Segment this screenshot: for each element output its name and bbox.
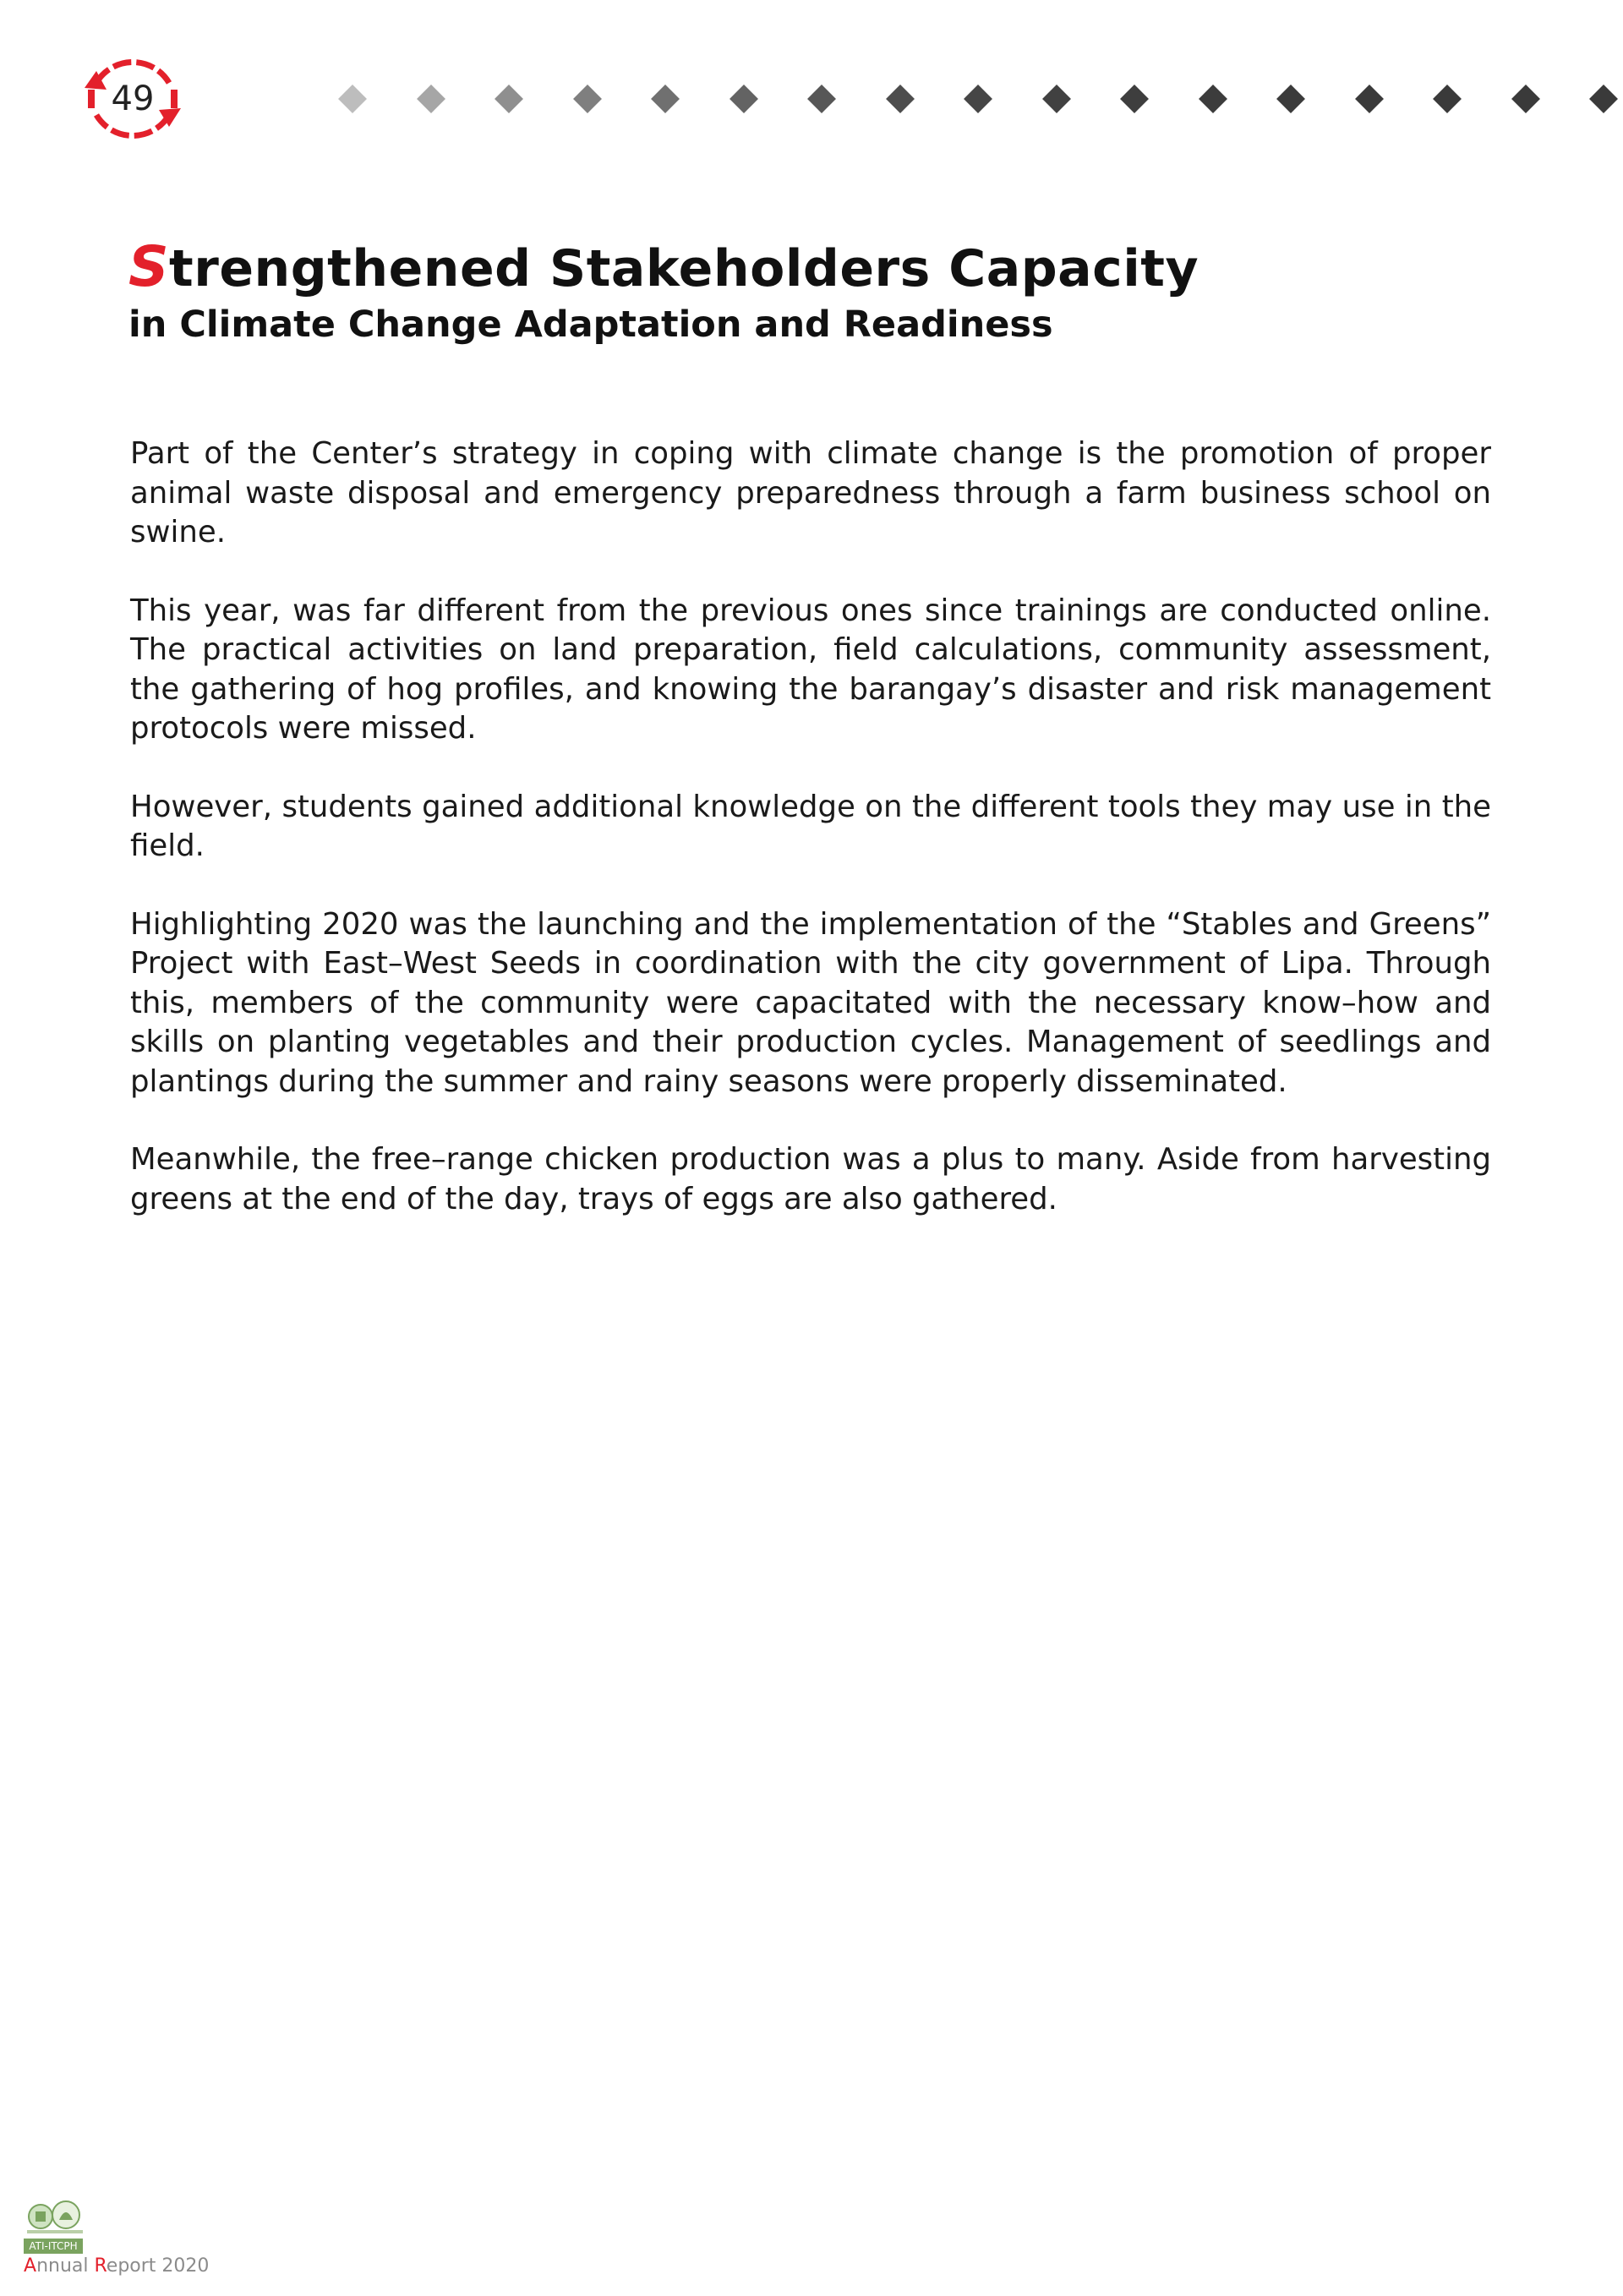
- diamond-icon: [1120, 85, 1149, 113]
- footer-label-r: R: [94, 2255, 107, 2277]
- paragraph: Meanwhile, the free–range chicken production was a plus to many. Aside from harvesting greens at the end of the day, trays of eggs are also gathered.: [130, 1142, 1491, 1216]
- section-title: [128, 235, 1481, 348]
- diamond-icon: [1199, 85, 1227, 113]
- diamond-icon: [1276, 85, 1305, 113]
- title-subtitle: in Climate Change Adaptation and Readiness: [128, 303, 1053, 346]
- body-text: [130, 435, 1491, 1258]
- page-number-badge: [78, 49, 188, 149]
- footer-label: [24, 2255, 209, 2277]
- footer-label-nnual: nnual: [36, 2255, 95, 2277]
- diamond-icon: [1433, 85, 1462, 113]
- diamond-icon: [651, 85, 680, 113]
- paragraph: Part of the Center’s strategy in coping with climate change is the promotion of proper animal waste disposal and emergency preparedness through a farm business school on swine.: [130, 436, 1491, 549]
- paragraph: However, students gained additional knowledge on the different tools they may use in the field.: [130, 789, 1491, 863]
- diamond-icon: [807, 85, 836, 113]
- diamond-icon: [886, 85, 915, 113]
- diamond-icon: [1589, 85, 1618, 113]
- organization-logo-label: ATI-ITCPH: [24, 2239, 83, 2254]
- footer-label-rest: eport 2020: [106, 2255, 210, 2277]
- diamond-icon: [417, 85, 445, 113]
- diamond-icon: [964, 85, 992, 113]
- paragraph: Highlighting 2020 was the launching and the implementation of the “Stables and Greens” Project with East–West Seeds in coordination with the city government of Lipa. Through this, members of the community were capacitated with the necessary know–how and skills on planting vegetables and their production cycles. Management of seedlings and plantings during the summer and rainy seasons were properly disseminated.: [130, 906, 1491, 1099]
- diamond-icon: [1511, 85, 1540, 113]
- title-main-text: trengthened Stakeholders Capacity: [169, 239, 1199, 298]
- title-main: [128, 235, 1481, 301]
- title-initial: S: [128, 234, 170, 299]
- diamond-icon: [1355, 85, 1384, 113]
- diamond-icon: [573, 85, 602, 113]
- diamond-icon: [730, 85, 758, 113]
- paragraph: This year, was far different from the previous ones since trainings are conducted online. The practical activities on land preparation, field calculations, community assessment, the gathering of hog profiles, and knowing the barangay’s disaster and risk management protocols were missed.: [130, 593, 1491, 746]
- diamond-divider: [342, 85, 1623, 115]
- page-number: 49: [111, 79, 155, 118]
- diamond-icon: [495, 85, 523, 113]
- diamond-icon: [338, 85, 367, 113]
- diamond-icon: [1042, 85, 1071, 113]
- footer-label-a: A: [24, 2255, 37, 2277]
